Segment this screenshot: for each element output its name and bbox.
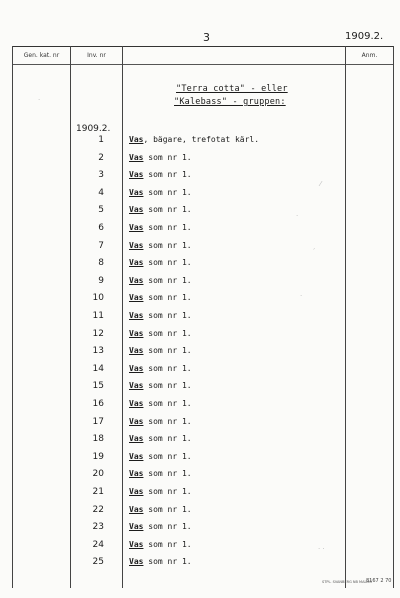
inventory-number: 7	[98, 240, 104, 251]
paper-speck: ·	[38, 96, 41, 104]
entry-description	[129, 241, 192, 250]
object-name: Vas	[129, 539, 144, 549]
inventory-number: 2	[98, 152, 104, 163]
object-name: Vas	[129, 275, 144, 285]
object-name: Vas	[129, 346, 144, 356]
list-item	[0, 203, 400, 221]
list-item	[0, 520, 400, 538]
inventory-number: 15	[92, 381, 104, 392]
inventory-number: 21	[92, 487, 104, 497]
group-heading-text-2: "Kalebass" - gruppen:	[174, 97, 286, 107]
object-name: Vas	[129, 399, 144, 408]
object-name: Vas	[129, 487, 144, 496]
group-heading-text-1: "Terra cotta" - eller	[176, 84, 288, 94]
list-item	[0, 538, 400, 556]
entry-description	[129, 188, 192, 197]
inventory-number: 8	[98, 258, 104, 269]
object-name: Vas	[129, 434, 144, 444]
object-name: Vas	[129, 240, 144, 250]
entry-text: som nr 1.	[143, 399, 192, 408]
inventory-number: 19	[92, 451, 104, 462]
entry-description	[129, 417, 192, 426]
printer-imprint: STPL. SVANBERG NB MALMÖ	[322, 580, 373, 584]
object-name: Vas	[129, 205, 144, 215]
list-item	[0, 186, 400, 204]
list-item	[0, 151, 400, 169]
entry-description	[129, 153, 192, 162]
paper-speck: ·	[300, 292, 303, 300]
page-date: 1909.2.	[345, 31, 384, 42]
entry-text: som nr 1.	[143, 363, 192, 373]
entry-text: som nr 1.	[143, 258, 192, 268]
inventory-number: 4	[98, 187, 104, 198]
entry-description	[129, 223, 192, 232]
object-name: Vas	[129, 223, 144, 232]
inventory-number: 14	[92, 363, 104, 374]
column-header-gen-kat: Gen. kat. nr	[23, 52, 60, 59]
object-name: Vas	[129, 170, 144, 180]
list-item	[0, 379, 400, 397]
entry-description	[129, 329, 192, 338]
entry-text: som nr 1.	[143, 557, 192, 567]
entry-text: , bägare, trefotat kärl.	[143, 135, 260, 144]
inventory-number: 9	[98, 275, 104, 286]
object-name: Vas	[129, 258, 144, 268]
object-name: Vas	[129, 293, 144, 303]
entry-description	[129, 469, 192, 478]
list-item	[0, 221, 400, 239]
entry-text: som nr 1.	[143, 152, 192, 162]
object-name: Vas	[129, 328, 144, 338]
list-item	[0, 256, 400, 274]
entry-text: som nr 1.	[143, 346, 192, 356]
inventory-number: 18	[92, 434, 104, 445]
inventory-number: 11	[92, 311, 104, 321]
object-name: Vas	[129, 557, 144, 567]
entry-text: som nr 1.	[143, 487, 192, 496]
list-item	[0, 503, 400, 521]
entry-description	[129, 487, 192, 496]
list-item	[0, 415, 400, 433]
inventory-number: 13	[92, 346, 104, 357]
entry-description	[129, 258, 192, 267]
inventory-number: 6	[98, 223, 104, 233]
inventory-number: 10	[92, 293, 104, 304]
object-name: Vas	[129, 187, 144, 197]
entry-description	[129, 557, 192, 566]
entry-description	[129, 434, 192, 443]
list-item	[0, 291, 400, 309]
entry-description	[129, 346, 192, 355]
paper-speck: ⁄	[320, 180, 322, 188]
object-name: Vas	[129, 469, 144, 479]
entry-description	[129, 381, 192, 390]
entry-text: som nr 1.	[143, 416, 192, 426]
entry-text: som nr 1.	[143, 187, 192, 197]
entry-description	[129, 293, 192, 302]
entry-text: som nr 1.	[143, 434, 192, 444]
entry-description	[129, 452, 192, 461]
entry-description	[129, 276, 192, 285]
list-item	[0, 467, 400, 485]
entry-text: som nr 1.	[143, 240, 192, 250]
entry-description	[129, 205, 192, 214]
entry-text: som nr 1.	[143, 451, 192, 461]
entry-text: som nr 1.	[143, 170, 192, 180]
list-item	[0, 344, 400, 362]
group-heading-line-1	[176, 84, 288, 94]
entry-description	[129, 135, 259, 144]
entry-text: som nr 1.	[143, 275, 192, 285]
object-name: Vas	[129, 363, 144, 373]
paper-speck: · ·	[318, 545, 325, 553]
object-name: Vas	[129, 381, 144, 391]
inventory-number: 25	[92, 557, 104, 568]
inventory-number: 12	[92, 328, 104, 339]
object-name: Vas	[129, 311, 144, 320]
list-item	[0, 555, 400, 573]
entry-text: som nr 1.	[143, 205, 192, 215]
paper-speck: ˊ	[312, 248, 316, 256]
entry-text: som nr 1.	[143, 223, 192, 232]
paper-speck: ·	[296, 212, 299, 220]
entry-text: som nr 1.	[143, 311, 192, 320]
entry-description	[129, 364, 192, 373]
column-header-anm: Anm.	[361, 52, 378, 59]
entry-text: som nr 1.	[143, 381, 192, 391]
list-item	[0, 274, 400, 292]
inventory-number: 24	[92, 539, 104, 550]
object-name: Vas	[129, 451, 144, 461]
entry-text: som nr 1.	[143, 328, 192, 338]
list-item	[0, 485, 400, 503]
entry-description	[129, 522, 192, 531]
object-name: Vas	[129, 152, 144, 162]
inventory-number: 17	[92, 416, 104, 427]
list-item	[0, 327, 400, 345]
list-item	[0, 432, 400, 450]
group-heading-line-2	[174, 97, 286, 107]
object-name: Vas	[129, 504, 144, 514]
object-name: Vas	[129, 135, 144, 144]
entry-description	[129, 170, 192, 179]
inventory-number: 20	[92, 469, 104, 480]
form-code: 8167 2 70	[366, 578, 392, 584]
entry-description	[129, 540, 192, 549]
year-label: 1909.2.	[76, 124, 111, 134]
entry-text: som nr 1.	[143, 504, 192, 514]
list-item	[0, 239, 400, 257]
list-item	[0, 397, 400, 415]
page-number: 3	[203, 31, 210, 44]
object-name: Vas	[129, 416, 144, 426]
inventory-number: 16	[92, 399, 104, 409]
entry-text: som nr 1.	[143, 522, 192, 532]
entry-text: som nr 1.	[143, 539, 192, 549]
column-header-inv: Inv. nr	[87, 52, 106, 59]
object-name: Vas	[129, 522, 144, 532]
inventory-number: 22	[92, 504, 104, 515]
inventory-number: 1	[98, 135, 104, 145]
list-item	[0, 168, 400, 186]
list-item	[0, 362, 400, 380]
list-item	[0, 309, 400, 327]
inventory-number: 3	[98, 170, 104, 181]
inventory-number: 5	[98, 205, 104, 216]
entry-description	[129, 399, 192, 408]
list-item	[0, 133, 400, 151]
inventory-number: 23	[92, 522, 104, 533]
entry-description	[129, 311, 192, 320]
entry-text: som nr 1.	[143, 293, 192, 303]
list-item	[0, 450, 400, 468]
entry-text: som nr 1.	[143, 469, 192, 479]
entry-description	[129, 505, 192, 514]
